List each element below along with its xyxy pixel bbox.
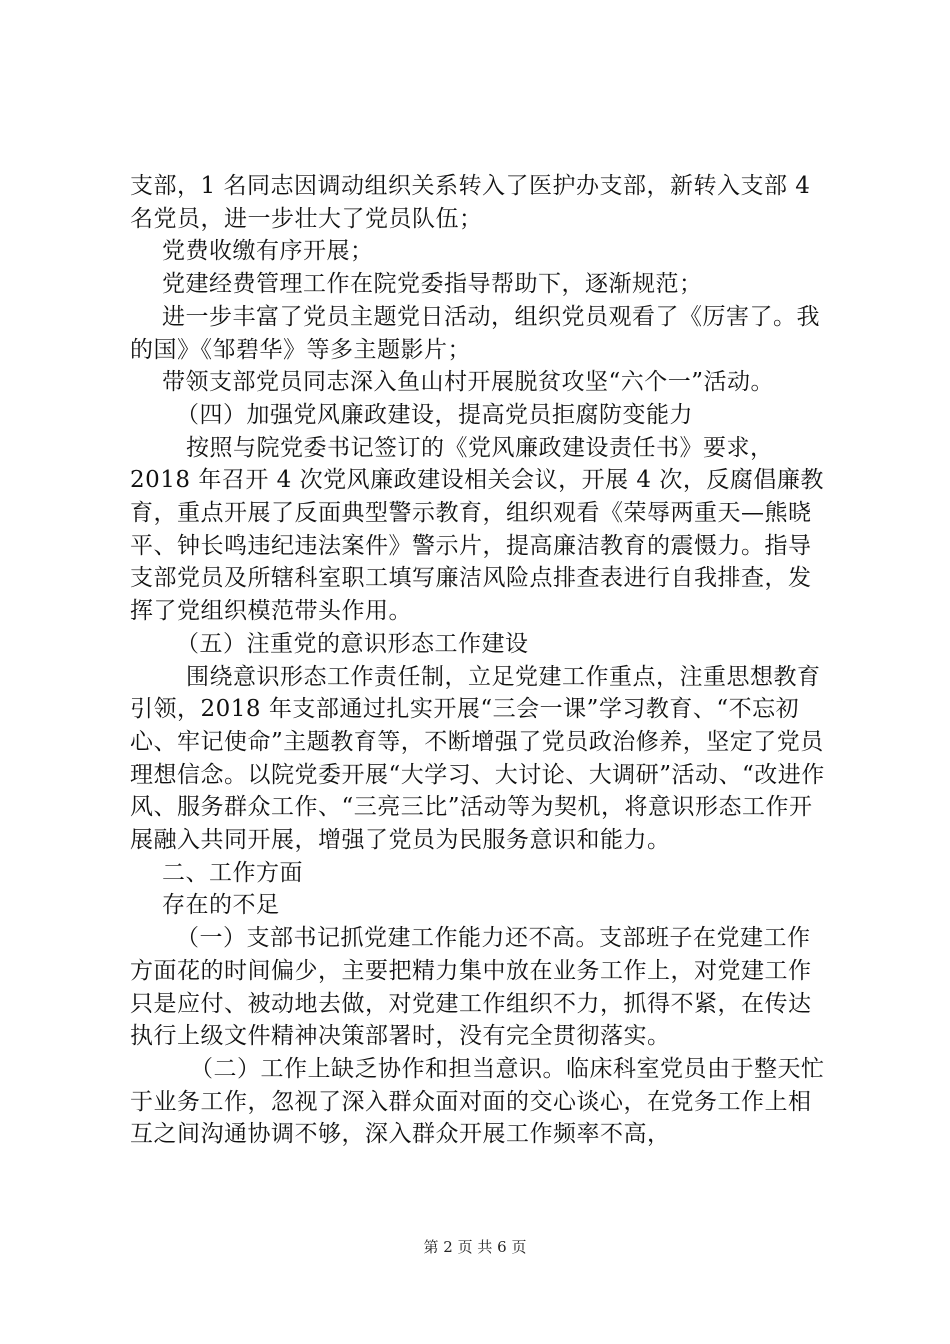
paragraph-shortcoming-2: （二）工作上缺乏协作和担当意识。临床科室党员由于整天忙于业务工作，忽视了深入群众面对面的交心谈心，在党务工作上相互之间沟通协调不够，深入群众开展工作频率不高，	[130, 1055, 825, 1148]
heading-shortcomings: 存在的不足	[162, 892, 280, 919]
paragraph-integrity: 按照与院党委书记签订的《党风廉政建设责任书》要求，2018 年召开 4 次党风廉政建设相关会议，开展 4 次，反腐倡廉教育，重点开展了反面典型警示教育，组织观看《荣辱两重天—熊晓平、钟长鸣违纪违法案件》警示片，提高廉洁教育的震慑力。指导支部党员及所辖科室职工填写廉洁风险点排查表进行自我排查，发挥了党组织模范带头作用。	[130, 434, 824, 625]
paragraph-theme-day: 进一步丰富了党员主题党日活动，组织党员观看了《厉害了。我的国》《邹碧华》等多主题影片；	[130, 303, 820, 363]
paragraph-dues: 党费收缴有序开展；	[162, 238, 374, 265]
document-body	[130, 170, 830, 1151]
page-number-footer: 第 2 页 共 6 页	[423, 1238, 527, 1256]
paragraph-shortcoming-1: （一）支部书记抓党建工作能力还不高。支部班子在党建工作方面花的时间偏少，主要把精力集中放在业务工作上，对党建工作只是应付、被动地去做，对党建工作组织不力，抓得不紧，在传达执行上级文件精神决策部署时，没有完全贯彻落实。	[130, 925, 812, 1050]
paragraph-poverty: 带领支部党员同志深入鱼山村开展脱贫攻坚“六个一”活动。	[162, 369, 775, 396]
paragraph-funds: 党建经费管理工作在院党委指导帮助下，逐渐规范；	[162, 271, 703, 298]
heading-section-4: （四）加强党风廉政建设，提高党员拒腐防变能力	[176, 401, 693, 428]
paragraph-membership: 支部，1 名同志因调动组织关系转入了医护办支部，新转入支部 4 名党员，进一步壮大了党员队伍；	[130, 173, 811, 232]
heading-section-5: （五）注重党的意识形态工作建设	[176, 630, 529, 657]
paragraph-ideology: 围绕意识形态工作责任制，立足党建工作重点，注重思想教育引领，2018 年支部通过扎实开展“三会一课”学习教育、“不忘初心、牢记使命”主题教育等，不断增强了党员政治修养，坚定了党员理想信念。以院党委开展“大学习、大讨论、大调研”活动、“改进作风、服务群众工作、“三亮三比”活动等为契机，将意识形态工作开展融入共同开展，增强了党员为民服务意识和能力。	[130, 663, 825, 854]
heading-part-2: 二、工作方面	[162, 859, 303, 886]
